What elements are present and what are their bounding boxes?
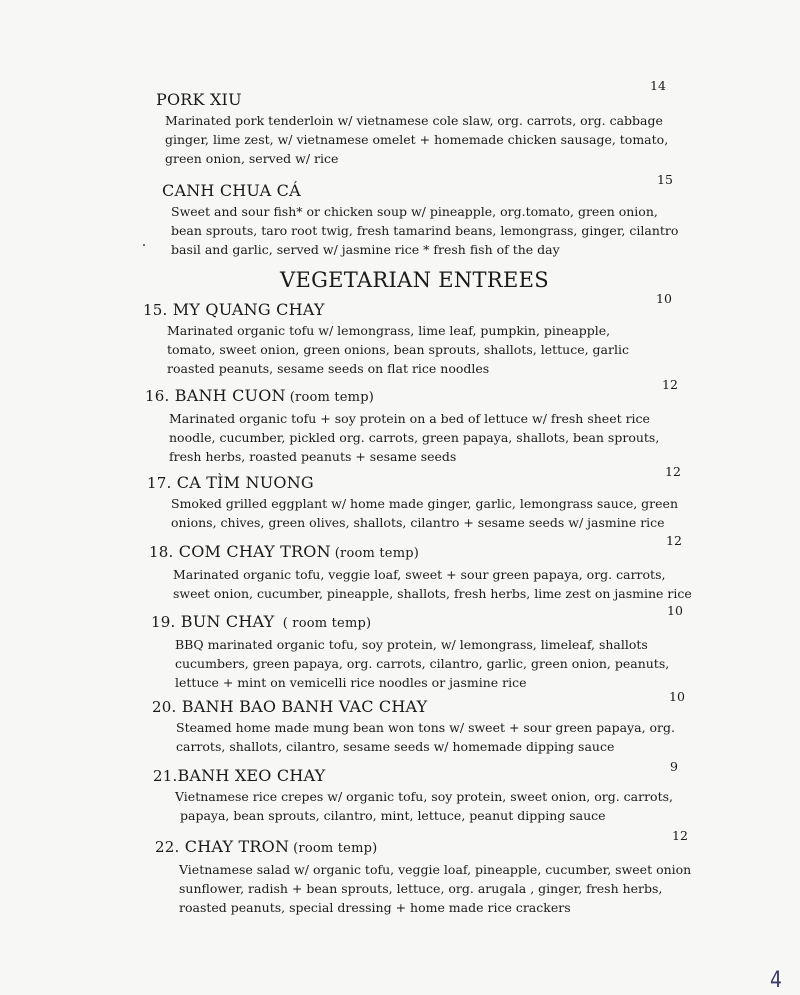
description-line: BBQ marinated organic tofu, soy protein, w/ lemongrass, limeleaf, shallots bbox=[175, 637, 648, 652]
item-note: (room temp) bbox=[293, 841, 378, 856]
item-title: CA TÌM NUONG bbox=[176, 473, 314, 492]
description-line: Marinated organic tofu + soy protein on a bed of lettuce w/ fresh sheet rice bbox=[169, 411, 650, 426]
description-line: Marinated organic tofu w/ lemongrass, lime leaf, pumpkin, pineapple, bbox=[167, 323, 611, 338]
description-line: Steamed home made mung bean won tons w/ sweet + sour green papaya, org. bbox=[176, 720, 675, 735]
menu-item bbox=[153, 766, 695, 825]
description-line: Smoked grilled eggplant w/ home made ginger, garlic, lemongrass sauce, green bbox=[171, 496, 679, 511]
item-description bbox=[162, 202, 691, 259]
item-price: 10 bbox=[669, 689, 685, 704]
description-line: bean sprouts, taro root twig, fresh tamarind beans, lemongrass, ginger, cilantro bbox=[171, 223, 679, 238]
description-line: tomato, sweet onion, green onions, bean sprouts, shallots, lettuce, garlic bbox=[167, 342, 629, 357]
description-line: carrots, shallots, cilantro, sesame seeds w/ homemade dipping sauce bbox=[176, 739, 615, 754]
item-description bbox=[147, 494, 691, 532]
description-line: roasted peanuts, sesame seeds on flat rice noodles bbox=[167, 361, 490, 376]
item-title: COM CHAY TRON bbox=[178, 542, 331, 561]
description-line: fresh herbs, roasted peanuts + sesame seeds bbox=[169, 449, 457, 464]
item-title: BANH CUON bbox=[174, 386, 286, 405]
item-description bbox=[155, 860, 699, 917]
menu-item bbox=[162, 181, 691, 259]
description-line: Marinated organic tofu, veggie loaf, sweet + sour green papaya, org. carrots, bbox=[173, 567, 666, 582]
item-title: MY QUANG CHAY bbox=[172, 300, 325, 319]
page-number: 4 bbox=[770, 968, 782, 993]
item-description bbox=[151, 635, 695, 692]
item-number: 15. bbox=[143, 301, 168, 319]
menu-item bbox=[147, 473, 691, 532]
description-line: green onion, served w/ rice bbox=[165, 151, 339, 166]
item-number: 20. bbox=[152, 698, 177, 716]
item-price: 10 bbox=[667, 603, 683, 618]
item-description bbox=[143, 321, 687, 378]
item-title: PORK XIU bbox=[156, 90, 242, 109]
description-line: sunflower, radish + bean sprouts, lettuce, org. arugala , ginger, fresh herbs, bbox=[179, 881, 663, 896]
item-title: CANH CHUA CÁ bbox=[162, 181, 301, 200]
menu-item bbox=[143, 300, 687, 378]
section-title: VEGETARIAN ENTREES bbox=[280, 268, 549, 292]
item-note: (room temp) bbox=[334, 546, 420, 561]
menu-item bbox=[151, 612, 695, 692]
item-number: 18. bbox=[149, 543, 174, 561]
description-line: Marinated pork tenderloin w/ vietnamese cole slaw, org. carrots, org. cabbage bbox=[165, 113, 663, 128]
item-price: 15 bbox=[657, 172, 673, 187]
item-description bbox=[145, 409, 689, 466]
stray-mark bbox=[143, 244, 145, 246]
description-line: cucumbers, green papaya, org. carrots, cilantro, garlic, green onion, peanuts, bbox=[175, 656, 670, 671]
item-number: 21. bbox=[153, 767, 178, 785]
description-line: Vietnamese rice crepes w/ organic tofu, soy protein, sweet onion, org. carrots, bbox=[175, 789, 673, 804]
item-price: 10 bbox=[656, 291, 672, 306]
menu-item bbox=[149, 542, 703, 603]
item-description bbox=[156, 111, 685, 168]
item-number: 22. bbox=[155, 838, 180, 856]
item-number: 17. bbox=[147, 474, 172, 492]
menu-item bbox=[152, 697, 696, 756]
item-price: 12 bbox=[666, 533, 682, 548]
item-price: 12 bbox=[665, 464, 681, 479]
item-description bbox=[152, 718, 696, 756]
item-number: 16. bbox=[145, 387, 170, 405]
item-title: BUN CHAY bbox=[180, 612, 275, 631]
item-title: CHAY TRON bbox=[184, 837, 290, 856]
item-price: 9 bbox=[670, 759, 678, 774]
item-description bbox=[153, 787, 695, 825]
menu-item bbox=[156, 90, 685, 168]
description-line: sweet onion, cucumber, pineapple, shallots, fresh herbs, lime zest on jasmine rice bbox=[173, 586, 692, 601]
description-line: lettuce + mint on vemicelli rice noodles or jasmine rice bbox=[175, 675, 527, 690]
description-line: noodle, cucumber, pickled org. carrots, green papaya, shallots, bean sprouts, bbox=[169, 430, 660, 445]
item-price: 12 bbox=[662, 377, 678, 392]
description-line: roasted peanuts, special dressing + home made rice crackers bbox=[179, 900, 571, 915]
description-line: ginger, lime zest, w/ vietnamese omelet + homemade chicken sausage, tomato, bbox=[165, 132, 669, 147]
menu-item bbox=[155, 837, 699, 917]
description-line: Vietnamese salad w/ organic tofu, veggie loaf, pineapple, cucumber, sweet onion bbox=[179, 862, 692, 877]
description-line: onions, chives, green olives, shallots, cilantro + sesame seeds w/ jasmine rice bbox=[171, 515, 665, 530]
item-price: 14 bbox=[650, 78, 666, 93]
item-number: 19. bbox=[151, 613, 176, 631]
item-note: ( room temp) bbox=[278, 616, 372, 631]
item-note: (room temp) bbox=[289, 390, 375, 405]
description-line: Sweet and sour fish* or chicken soup w/ pineapple, org.tomato, green onion, bbox=[171, 204, 658, 219]
item-title: BANH XEO CHAY bbox=[177, 766, 326, 785]
description-line: basil and garlic, served w/ jasmine rice * fresh fish of the day bbox=[171, 242, 560, 257]
menu-item bbox=[145, 386, 689, 466]
item-title: BANH BAO BANH VAC CHAY bbox=[181, 697, 428, 716]
item-description bbox=[149, 565, 703, 603]
description-line: papaya, bean sprouts, cilantro, mint, lettuce, peanut dipping sauce bbox=[180, 808, 606, 823]
item-price: 12 bbox=[672, 828, 688, 843]
